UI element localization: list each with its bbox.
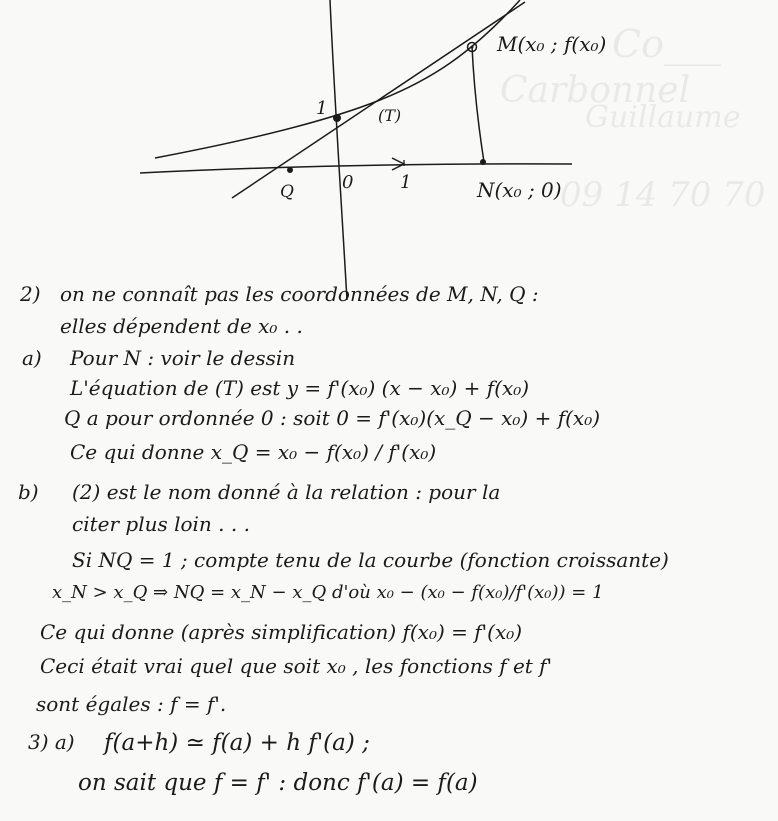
- watermark-line-3: Guillaume: [585, 100, 741, 135]
- line-text: f(a+h) ≃ f(a) + h f'(a) ;: [104, 730, 370, 756]
- line-text: Q a pour ordonnée 0 : soit 0 = f'(x₀)(x_Q − x₀) + f(x₀): [64, 406, 601, 430]
- label-N: N(x₀ ; 0): [477, 178, 562, 202]
- x-axis: [140, 164, 572, 173]
- line-text: x_N > x_Q ⇒ NQ = x_N − x_Q d'où x₀ − (x₀ − f(x₀)/f'(x₀)) = 1: [52, 582, 604, 603]
- line-text: citer plus loin . . .: [72, 512, 250, 536]
- label-Q: Q: [280, 182, 294, 202]
- label-one-x: 1: [400, 172, 412, 193]
- line-text: Ce qui donne x_Q = x₀ − f(x₀) / f'(x₀): [70, 440, 437, 464]
- line-text: on ne connaît pas les coordonnées de M, N, Q :: [60, 282, 539, 306]
- label-one-y: 1: [316, 98, 328, 119]
- tangent-figure: [0, 0, 778, 300]
- line-text: on sait que f = f' : donc f'(a) = f(a): [78, 770, 478, 796]
- watermark-line-2: Carbonnel: [500, 70, 691, 111]
- point-intercept: [333, 114, 341, 122]
- line-text: L'équation de (T) est y = f'(x₀) (x − x₀) + f(x₀): [70, 376, 530, 400]
- line-text: sont égales : f = f'.: [36, 692, 227, 716]
- point-M-center: [471, 46, 474, 49]
- point-Q: [287, 167, 293, 173]
- item-number: b): [18, 480, 39, 504]
- line-text: (2) est le nom donné à la relation : pour la: [72, 480, 501, 504]
- label-M: M(x₀ ; f(x₀): [497, 32, 607, 56]
- item-number: 3) a): [28, 730, 75, 754]
- label-T: (T): [378, 106, 402, 125]
- vertical-segment-MN: [472, 46, 484, 162]
- watermark-line-4: 09 14 70 70: [560, 175, 766, 215]
- line-text: Ce qui donne (après simplification) f(x₀) = f'(x₀): [40, 620, 523, 644]
- label-origin: 0: [342, 172, 354, 193]
- item-number: a): [22, 346, 42, 370]
- item-number: 2): [20, 282, 41, 306]
- line-text: Pour N : voir le dessin: [70, 346, 296, 370]
- watermark-line-1: Co___: [612, 22, 721, 66]
- line-text: Ceci était vrai quel que soit x₀ , les fonctions f et f': [40, 654, 553, 678]
- line-text: Si NQ = 1 ; compte tenu de la courbe (fonction croissante): [72, 548, 669, 572]
- y-axis: [330, 0, 347, 300]
- point-N: [480, 159, 486, 165]
- line-text: elles dépendent de x₀ . .: [60, 314, 303, 338]
- tangent-line: [232, 2, 525, 198]
